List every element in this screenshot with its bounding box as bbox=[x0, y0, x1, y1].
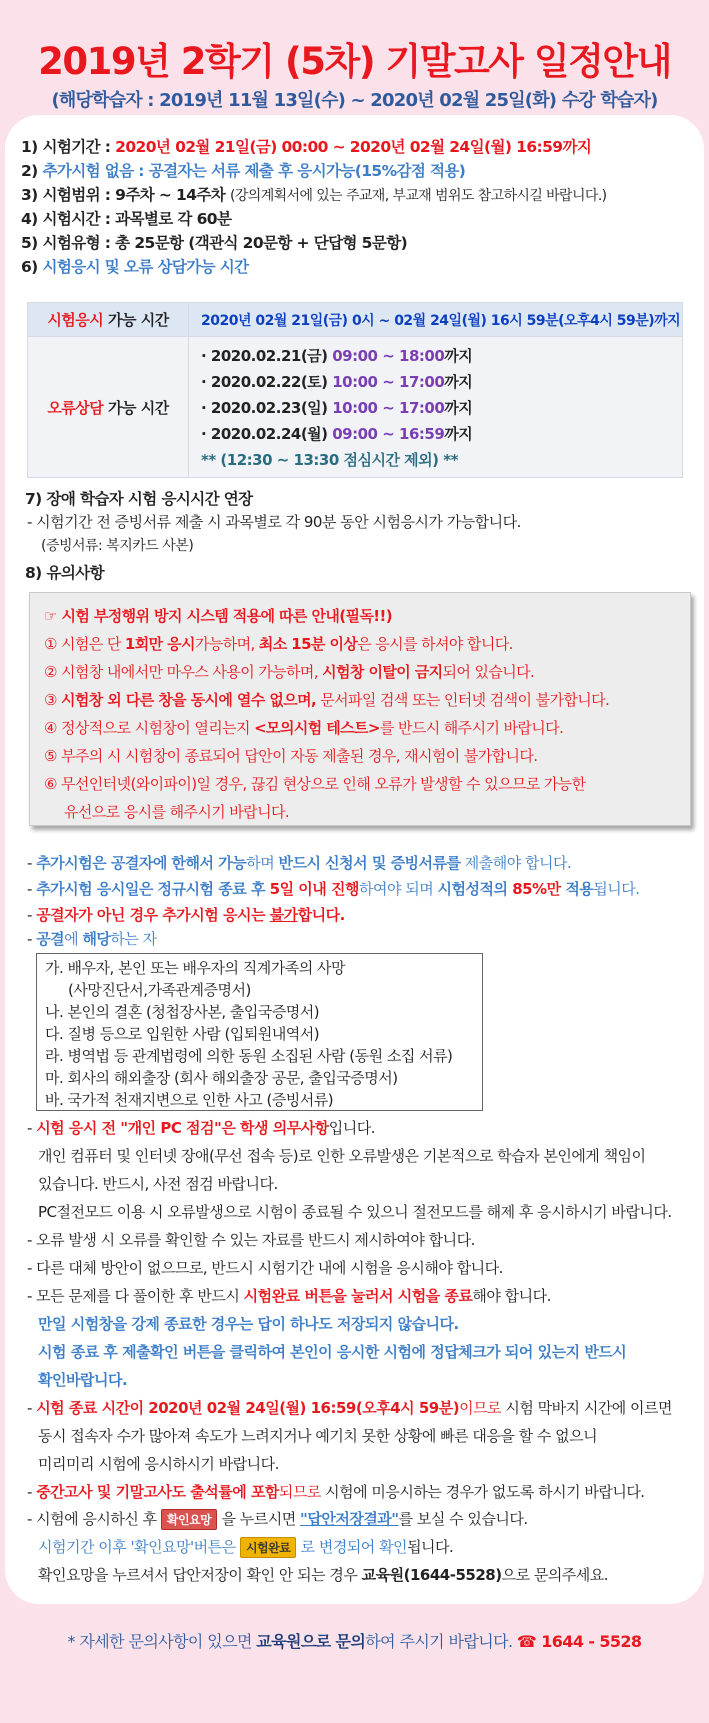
note-check-2: 확인바랍니다. bbox=[38, 1371, 128, 1389]
item7-sub: (증빙서류: 복지카드 사본) bbox=[41, 538, 194, 554]
list-item: · 2020.02.23(일) 10:00 ~ 17:00까지 bbox=[201, 399, 473, 417]
list-item: 다. 질병 등으로 입원한 사람 (입퇴원내역서) bbox=[45, 1025, 320, 1043]
note-check-1: 시험 종료 후 제출확인 버튼을 클릭하여 본인이 응시한 시험에 정답체크가 되어 있는지 반드시 bbox=[38, 1343, 627, 1361]
item8-title: 8) 유의사항 bbox=[25, 564, 104, 582]
confirm-pending-badge: 확인요망 bbox=[161, 1509, 217, 1530]
table-row bbox=[28, 337, 683, 478]
note-confirm: - 시험에 응시하신 후 확인요망 을 누르시면 "답안저장결과"를 보실 수 있습니다. bbox=[27, 1510, 528, 1528]
info-item-1: 1) 시험기간 : 2020년 02월 21일(금) 00:00 ~ 2020년 02월 24일(월) 16:59까지 bbox=[21, 138, 592, 156]
exam-time-header: 시험응시 가능 시간 bbox=[28, 303, 189, 337]
notice-box bbox=[29, 592, 691, 826]
header bbox=[0, 40, 709, 112]
support-time-header: 오류상담 가능 시간 bbox=[28, 337, 189, 478]
notice-heading: ☞ 시험 부정행위 방지 시스템 적용에 따른 안내(필독!!) bbox=[44, 607, 392, 625]
excused-cases-box bbox=[36, 953, 483, 1111]
note-end-2: 동시 접속자 수가 많아져 속도가 느려지거나 예기치 못한 상황에 빠른 대응을 할 수 없으니 bbox=[38, 1427, 598, 1445]
lunch-note: ** (12:30 ~ 13:30 점심시간 제외) ** bbox=[201, 451, 458, 469]
schedule-table bbox=[27, 302, 683, 478]
note-3: - 공결자가 아닌 경우 추가시험 응시는 불가합니다. bbox=[27, 906, 345, 924]
notice-line-2: ② 시험창 내에서만 마우스 사용이 가능하며, 시험창 이탈이 금지되어 있습니다. bbox=[44, 663, 535, 681]
table-row bbox=[28, 303, 683, 337]
item7-title: 7) 장애 학습자 시험 응시시간 연장 bbox=[25, 490, 253, 508]
main-panel bbox=[5, 115, 704, 1604]
info-item-3: 3) 시험범위 : 9주차 ~ 14주차 (강의계획서에 있는 주교재, 부교재 범위도 참고하시길 바랍니다.) bbox=[21, 186, 607, 204]
info-item-2: 2) 추가시험 없음 : 공결자는 서류 제출 후 응시가능(15%감점 적용) bbox=[21, 162, 466, 180]
list-item: · 2020.02.22(토) 10:00 ~ 17:00까지 bbox=[201, 373, 473, 391]
list-item: · 2020.02.24(월) 09:00 ~ 16:59까지 bbox=[201, 425, 473, 443]
note-error: - 오류 발생 시 오류를 확인할 수 있는 자료를 반드시 제시하여야 합니다. bbox=[27, 1231, 475, 1249]
list-item: 마. 회사의 해외출장 (회사 해외출장 공문, 출입국증명서) bbox=[45, 1069, 398, 1087]
note-done: - 모든 문제를 다 풀이한 후 반드시 시험완료 버튼을 눌러서 시험을 종료해야 합니다. bbox=[27, 1287, 551, 1305]
note-pc-3: 있습니다. 반드시, 사전 점검 바랍니다. bbox=[38, 1175, 278, 1193]
note-4: - 공결에 해당하는 자 bbox=[27, 930, 157, 948]
note-force: 만일 시험창을 강제 종료한 경우는 답이 하나도 저장되지 않습니다. bbox=[38, 1315, 459, 1333]
note-pc: - 시험 응시 전 "개인 PC 점검"은 학생 의무사항입니다. bbox=[27, 1119, 375, 1137]
footer-contact: * 자세한 문의사항이 있으면 교육원으로 문의하여 주시기 바랍니다. ☎ 1644 - 5528 bbox=[67, 1632, 642, 1651]
note-alt: - 다른 대체 방안이 없으므로, 반드시 시험기간 내에 시험을 응시해야 합니다. bbox=[27, 1259, 503, 1277]
info-item-5: 5) 시험유형 : 총 25문항 (객관식 20문항 + 단답형 5문항) bbox=[21, 234, 408, 252]
list-item: (사망진단서,가족관계증명서) bbox=[68, 981, 251, 999]
note-pc-2: 개인 컴퓨터 및 인터넷 장애(무선 접속 등)로 인한 오류발생은 기본적으로 학습자 본인에게 책임이 bbox=[38, 1147, 646, 1165]
item7-line: - 시험기간 전 증빙서류 제출 시 과목별로 각 90분 동안 시험응시가 가능합니다. bbox=[27, 513, 521, 531]
exam-complete-badge: 시험완료 bbox=[240, 1537, 296, 1558]
exam-time-value: 2020년 02월 21일(금) 0시 ~ 02월 24일(월) 16시 59분(오후4시 59분)까지 bbox=[189, 303, 683, 337]
phone-number: ☎ 1644 - 5528 bbox=[516, 1632, 642, 1651]
notice-line-6a: ⑥ 무선인터넷(와이파이)일 경우, 끊김 현상으로 인해 오류가 발생할 수 있으므로 가능한 bbox=[44, 775, 586, 793]
notice-line-5: ⑤ 부주의 시 시험창이 종료되어 답안이 자동 제출된 경우, 재시험이 불가합니다. bbox=[44, 747, 538, 765]
note-2: - 추가시험 응시일은 정규시험 종료 후 5일 이내 진행하여야 되며 시험성적의 85%만 적용됩니다. bbox=[27, 880, 640, 898]
note-attendance: - 중간고사 및 기말고사도 출석률에 포함되므로 시험에 미응시하는 경우가 없도록 하시기 바랍니다. bbox=[27, 1483, 645, 1501]
list-item: 라. 병역법 등 관계법령에 의한 동원 소집된 사람 (동원 소집 서류) bbox=[45, 1047, 453, 1065]
note-end-3: 미리미리 시험에 응시하시기 바랍니다. bbox=[38, 1455, 279, 1473]
info-item-6: 6) 시험응시 및 오류 상담가능 시간 bbox=[21, 258, 249, 276]
list-item: · 2020.02.21(금) 09:00 ~ 18:00까지 bbox=[201, 347, 473, 365]
list-item: 바. 국가적 천재지변으로 인한 사고 (증빙서류) bbox=[45, 1091, 334, 1109]
support-time-list bbox=[189, 337, 683, 478]
notice-line-3: ③ 시험창 외 다른 창을 동시에 열수 없으며, 문서파일 검색 또는 인터넷 검색이 불가합니다. bbox=[44, 691, 610, 709]
note-contact: 확인요망을 누르셔서 답안저장이 확인 안 되는 경우 교육원(1644-5528)으로 문의주세요. bbox=[38, 1566, 609, 1584]
note-pc-4: PC절전모드 이용 시 오류발생으로 시험이 종료될 수 있으니 절전모드를 해제 후 응시하시기 바랍니다. bbox=[38, 1203, 672, 1221]
info-item-4: 4) 시험시간 : 과목별로 각 60분 bbox=[21, 210, 232, 228]
notice-line-4: ④ 정상적으로 시험창이 열리는지 <모의시험 테스트>를 반드시 해주시기 바랍니다. bbox=[44, 719, 564, 737]
list-item: 나. 본인의 결혼 (청첩장사본, 출입국증명서) bbox=[45, 1003, 320, 1021]
page-title: 2019년 2학기 (5차) 기말고사 일정안내 bbox=[38, 40, 671, 83]
note-1: - 추가시험은 공결자에 한해서 가능하며 반드시 신청서 및 증빙서류를 제출해야 합니다. bbox=[27, 854, 572, 872]
note-after: 시험기간 이후 '확인요망'버튼은 시험완료 로 변경되어 확인됩니다. bbox=[38, 1538, 454, 1556]
page-subtitle: (해당학습자 : 2019년 11월 13일(수) ~ 2020년 02월 25일(화) 수강 학습자) bbox=[51, 90, 658, 111]
list-item: 가. 배우자, 본인 또는 배우자의 직계가족의 사망 bbox=[45, 959, 345, 977]
notice-line-6b: 유선으로 응시를 해주시기 바랍니다. bbox=[64, 803, 290, 821]
note-end-1: - 시험 종료 시간이 2020년 02월 24일(월) 16:59(오후4시 59분)이므로 시험 막바지 시간에 이르면 bbox=[27, 1399, 673, 1417]
notice-line-1: ① 시험은 단 1회만 응시가능하며, 최소 15분 이상은 응시를 하셔야 합니다. bbox=[44, 635, 513, 653]
